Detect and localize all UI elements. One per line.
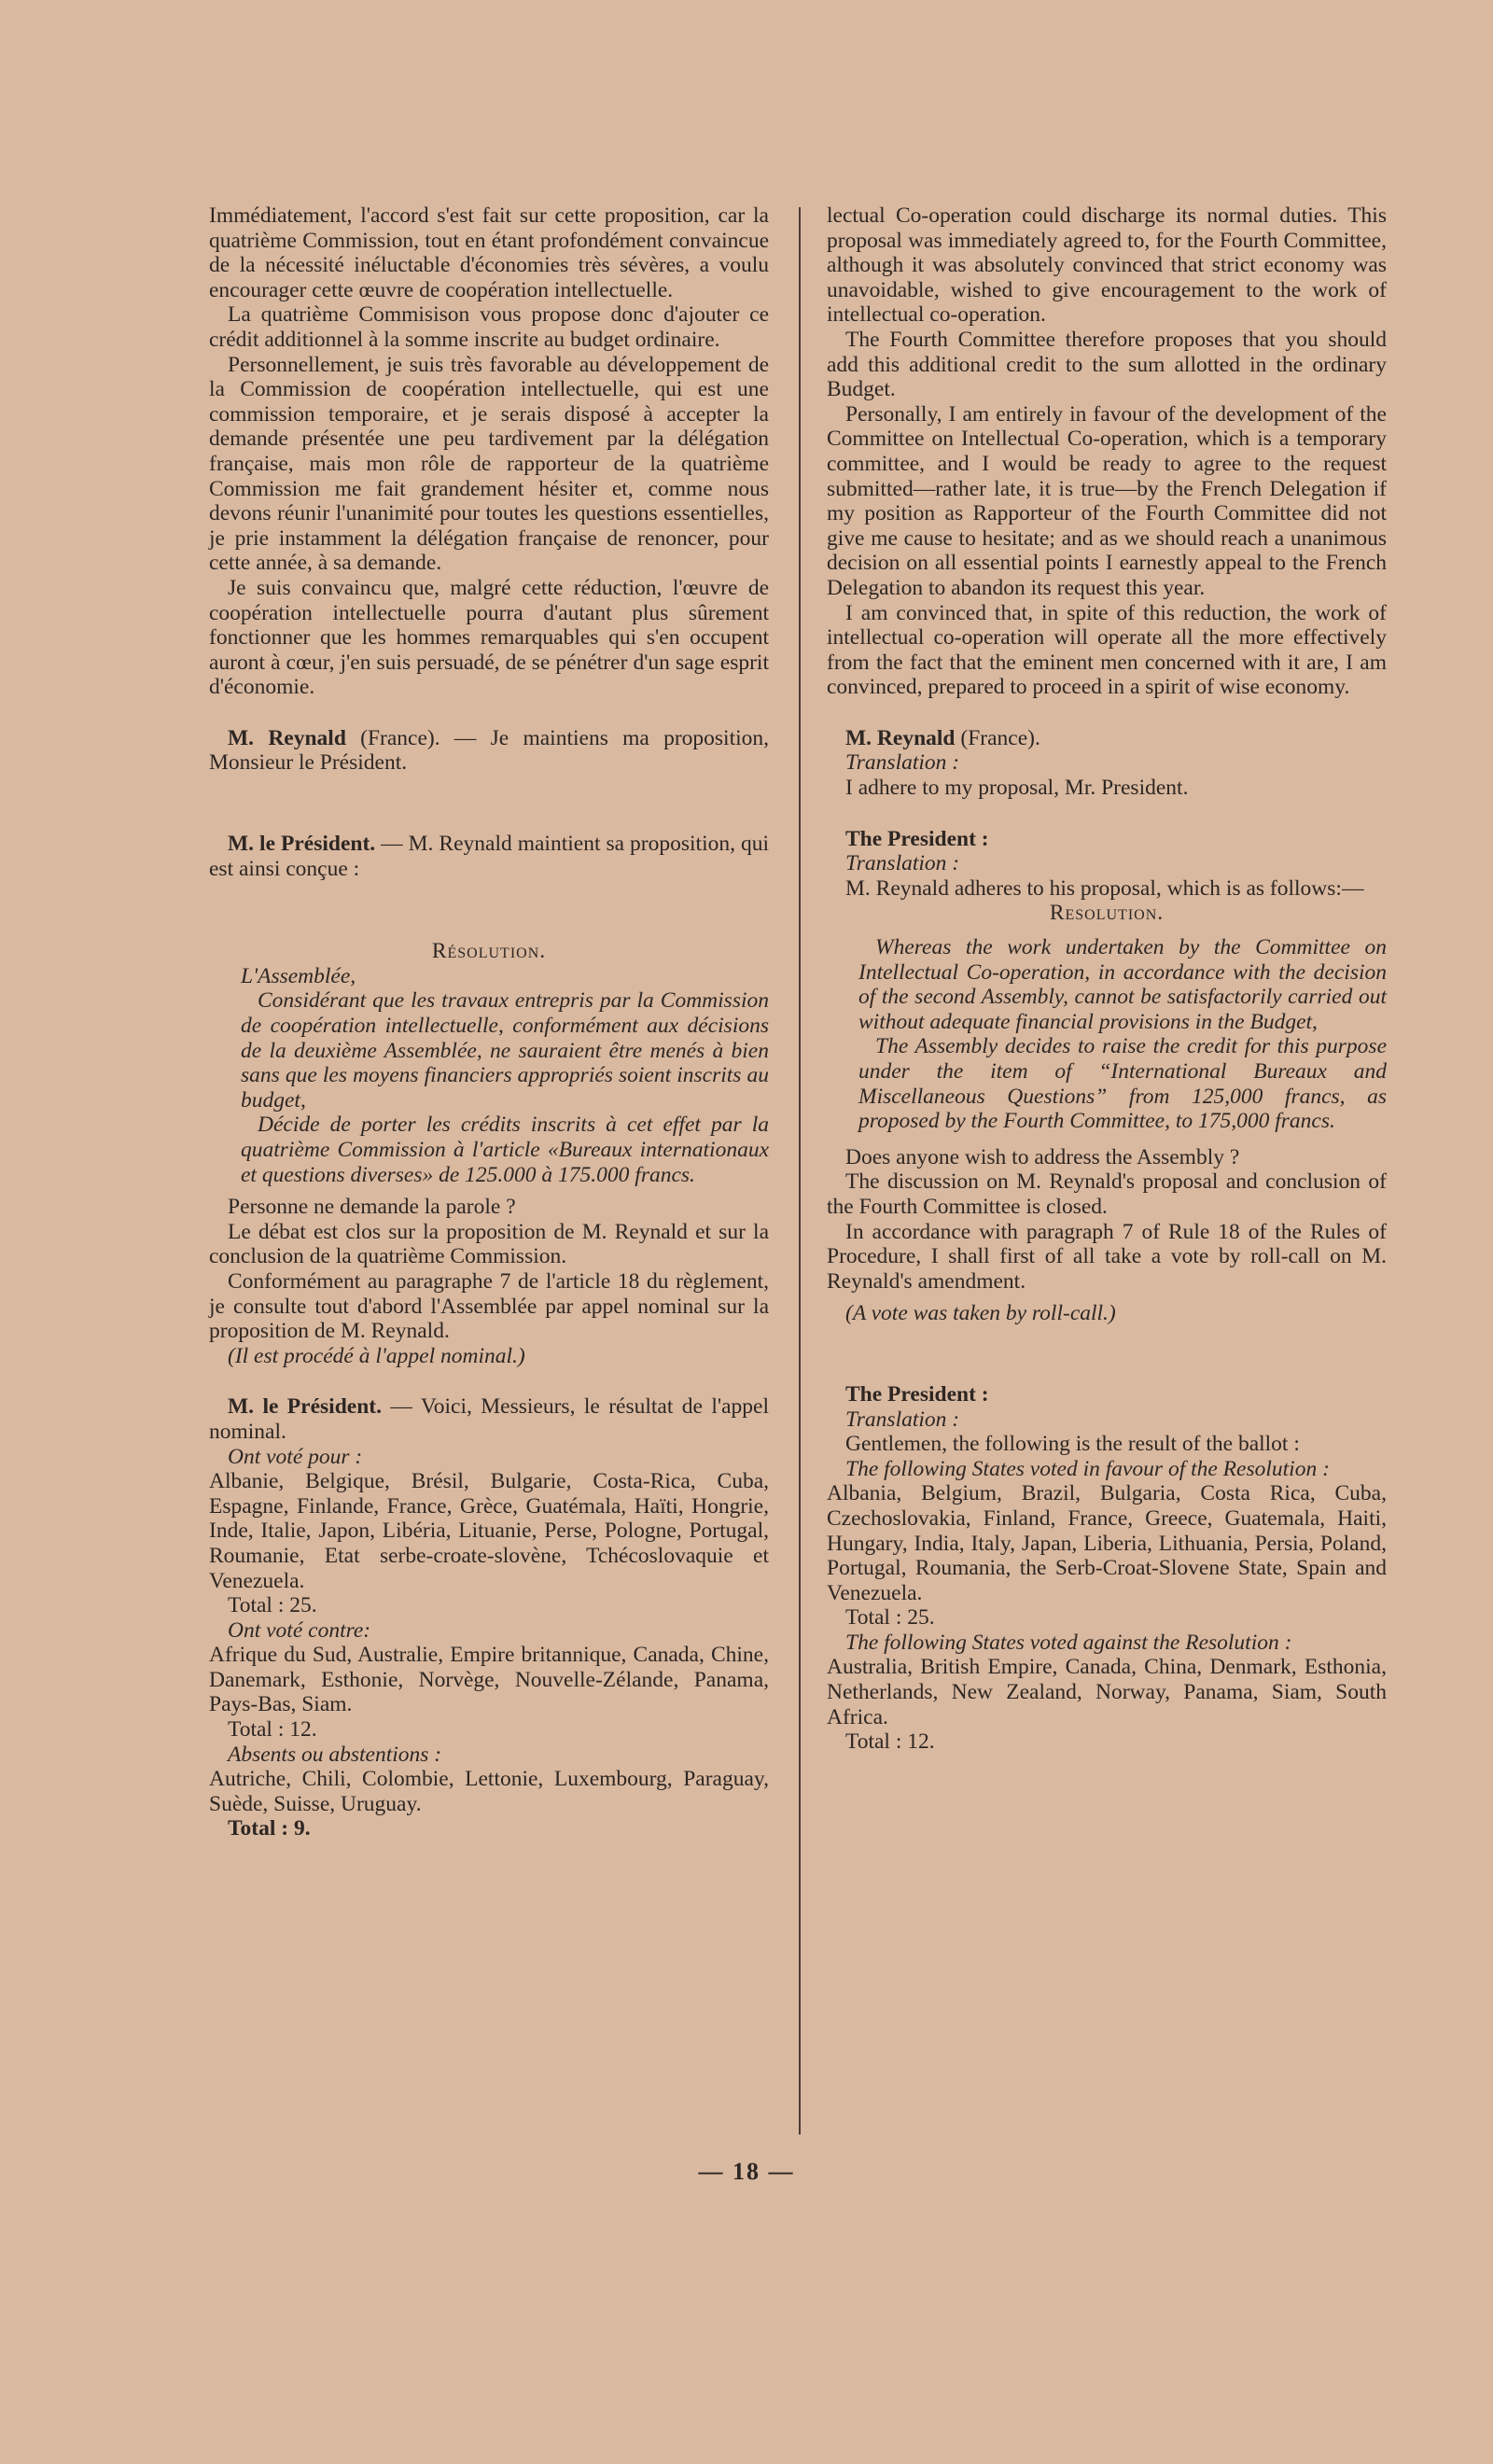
en-paragraph-4: I am convinced that, in spite of this reduction, the work of intellectual co-operation will operate all the more effectively from the fact that the eminent men concerned with it are, I am convinced, prepared to proceed in a spirit of wise economy. xyxy=(827,600,1387,700)
fr-president-speaker-1: M. le Président. xyxy=(228,832,376,857)
fr-president-statement-1 xyxy=(209,832,769,881)
en-translation-label-1: Translation : xyxy=(845,750,960,776)
fr-resolution-line-3: Décide de porter les crédits inscrits à cet effet par la quatrième Commission à l'article «Bureaux internationaux et questions diverses» de 125.000 à 175.000 francs. xyxy=(241,1113,769,1187)
fr-resolution-heading: Résolution. xyxy=(431,939,547,964)
en-paragraph-2: The Fourth Committee therefore proposes that you should add this additional credit to the sum allotted in the ordinary Budget. xyxy=(827,327,1387,402)
fr-president-text-2: — Voici, Messieurs, le résultat de l'appel nominal. xyxy=(209,1394,769,1444)
fr-abstentions-total: Total : 9. xyxy=(228,1816,311,1841)
fr-resolution-text xyxy=(209,964,769,1187)
fr-paragraph-3: Personnellement, je suis très favorable au développement de la Commission de coopération intellectuelle, qui est une commission temporaire, et je serais disposé à accepter la demande présentée une peu tardivement par la délégation française, mais mon rôle de rapporteur de la quatrième Commission me fait grandement hésiter et, comme nous devons réunir l'unanimité pour toutes les questions essentielles, je prie instamment la délégation française de renoncer, pour cette année, à sa demande. xyxy=(209,352,769,576)
fr-president-statement-2 xyxy=(209,1394,769,1444)
column-divider xyxy=(799,207,801,2135)
en-favour-list: Albania, Belgium, Brazil, Bulgaria, Costa Rica, Cuba, Czechoslovakia, Finland, France, Greece, Guatemala, Haiti, Hungary, India, Italy, Japan, Liberia, Lithuania, Persia, Poland, Portugal, Roumania, the Serb-Croat-Slovene State, Spain and Venezuela. xyxy=(827,1481,1387,1605)
french-column xyxy=(209,203,769,1841)
en-resolution-line-2: The Assembly decides to raise the credit for this purpose under the item of “International Bureaux and Miscellaneous Questions” from 125,000 francs, as proposed by the Fourth Committee, to 175,000 francs. xyxy=(858,1034,1387,1134)
en-reynald-speaker: M. Reynald xyxy=(845,725,956,750)
en-against-list: Australia, British Empire, Canada, China, Denmark, Esthonia, Netherlands, New Zealand, Norway, Panama, Siam, South Africa. xyxy=(827,1655,1387,1729)
fr-resolution-line-1: L'Assemblée, xyxy=(241,963,356,988)
fr-reynald-statement xyxy=(209,726,769,776)
en-paragraph-3: Personally, I am entirely in favour of the development of the Committee on Intellectual Co-operation, which is a temporary committee, and I would be ready to agree to the request submitted—rather late, it is true—by the French Delegation if my position as Rapporteur of the Fourth Committee did not give me cause to hesitate; and as we should reach a unanimous decision on all essential points I earnestly appeal to the French Delegation to abandon its request this year. xyxy=(827,401,1387,600)
fr-pour-total: Total : 25. xyxy=(228,1593,317,1618)
en-president-text-1: M. Reynald adheres to his proposal, which is as follows:— xyxy=(845,875,1364,901)
en-translation-label-2: Translation : xyxy=(845,851,960,876)
en-resolution-heading: Resolution. xyxy=(1049,901,1165,926)
fr-contre-total: Total : 12. xyxy=(228,1717,317,1743)
en-president-speaker-2: The President : xyxy=(845,1381,989,1407)
en-question-1: Does anyone wish to address the Assembly ? xyxy=(845,1144,1240,1169)
fr-abstentions-label: Absents ou abstentions : xyxy=(228,1742,442,1767)
english-column xyxy=(827,203,1387,1755)
fr-paragraph-1: Immédiatement, l'accord s'est fait sur cette proposition, car la quatrième Commission, tout en étant profondément convaincue de la nécessité inéluctable d'économies très sévères, a voulu encourager cette œuvre de coopération intellectuelle. xyxy=(209,203,769,302)
fr-question-1: Personne ne demande la parole ? xyxy=(228,1195,516,1220)
fr-reynald-text: (France). — Je maintiens ma proposition, Monsieur le Président. xyxy=(209,725,769,776)
en-resolution-text xyxy=(827,935,1387,1134)
en-question-2: The discussion on M. Reynald's proposal and conclusion of the Fourth Committee is closed. xyxy=(827,1169,1387,1219)
fr-paragraph-4: Je suis convaincu que, malgré cette réduction, l'œuvre de coopération intellectuelle pourra d'autant plus sûrement fonctionner que les hommes remarquables qui s'en occupent auront à cœur, j'en suis persuadé, de se pénétrer d'un sage esprit d'économie. xyxy=(209,575,769,700)
page-number: — 18 — xyxy=(698,2158,795,2185)
en-reynald-statement xyxy=(827,726,1387,751)
fr-reynald-speaker: M. Reynald xyxy=(228,725,346,750)
en-favour-total: Total : 25. xyxy=(845,1605,935,1631)
fr-president-speaker-2: M. le Président. xyxy=(228,1394,382,1420)
en-favour-label: The following States voted in favour of the Resolution : xyxy=(845,1456,1330,1481)
fr-abstentions-list: Autriche, Chili, Colombie, Lettonie, Luxembourg, Paraguay, Suède, Suisse, Uruguay. xyxy=(209,1767,769,1816)
fr-roll-call-note: (Il est procédé à l'appel nominal.) xyxy=(228,1343,525,1368)
en-against-label: The following States voted against the Resolution : xyxy=(845,1630,1292,1655)
fr-resolution-line-2: Considérant que les travaux entrepris par la Commission de coopération intellectuelle, conformément aux décisions de la deuxième Assemblée, ne sauraient être menés à bien sans que les moyens financiers appropriés soient inscrits au budget, xyxy=(241,988,769,1113)
en-president-speaker-1: The President : xyxy=(845,826,989,851)
en-question-3: In accordance with paragraph 7 of Rule 18 of the Rules of Procedure, I shall first of all take a vote by roll-call on M. Reynald's amendment. xyxy=(827,1219,1387,1294)
fr-president-text-1: — M. Reynald maintient sa proposition, qui est ainsi conçue : xyxy=(209,832,769,881)
en-resolution-line-1: Whereas the work undertaken by the Committee on Intellectual Co-operation, in accordance with the decision of the second Assembly, cannot be satisfactorily carried out without adequate financial provisions in the Budget, xyxy=(858,935,1387,1034)
en-reynald-country: (France). xyxy=(955,725,1040,750)
fr-contre-label: Ont voté contre: xyxy=(228,1617,371,1643)
fr-question-2: Le débat est clos sur la proposition de M. Reynald et sur la conclusion de la quatrième Commission. xyxy=(209,1219,769,1269)
fr-pour-label: Ont voté pour : xyxy=(228,1444,363,1469)
fr-question-3: Conformément au paragraphe 7 de l'article 18 du règlement, je consulte tout d'abord l'Assemblée par appel nominal sur la proposition de M. Reynald. xyxy=(209,1268,769,1344)
en-against-total: Total : 12. xyxy=(845,1729,935,1755)
en-translation-label-3: Translation : xyxy=(845,1407,960,1432)
fr-paragraph-2: La quatrième Commisison vous propose donc d'ajouter ce crédit additionnel à la somme inscrite au budget ordinaire. xyxy=(209,302,769,352)
en-reynald-text: I adhere to my proposal, Mr. President. xyxy=(845,776,1189,801)
fr-contre-list: Afrique du Sud, Australie, Empire britannique, Canada, Chine, Danemark, Esthonie, Norvège, Nouvelle-Zélande, Panama, Pays-Bas, Siam. xyxy=(209,1643,769,1717)
en-president-text-2: Gentlemen, the following is the result of the ballot : xyxy=(845,1432,1300,1457)
en-paragraph-1: lectual Co-operation could discharge its normal duties. This proposal was immediately agreed to, for the Fourth Committee, although it was absolutely convinced that strict economy was unavoidable, wished to give encouragement to the work of intellectual co-operation. xyxy=(827,203,1387,328)
fr-pour-list: Albanie, Belgique, Brésil, Bulgarie, Costa-Rica, Cuba, Espagne, Finlande, France, Grèce, Guatémala, Haïti, Hongrie, Inde, Italie, Japon, Libéria, Lituanie, Perse, Pologne, Portugal, Roumanie, Etat serbe-croate-slovène, Tchécoslovaquie et Venezuela. xyxy=(209,1469,769,1593)
en-roll-call-note: (A vote was taken by roll-call.) xyxy=(845,1301,1116,1326)
